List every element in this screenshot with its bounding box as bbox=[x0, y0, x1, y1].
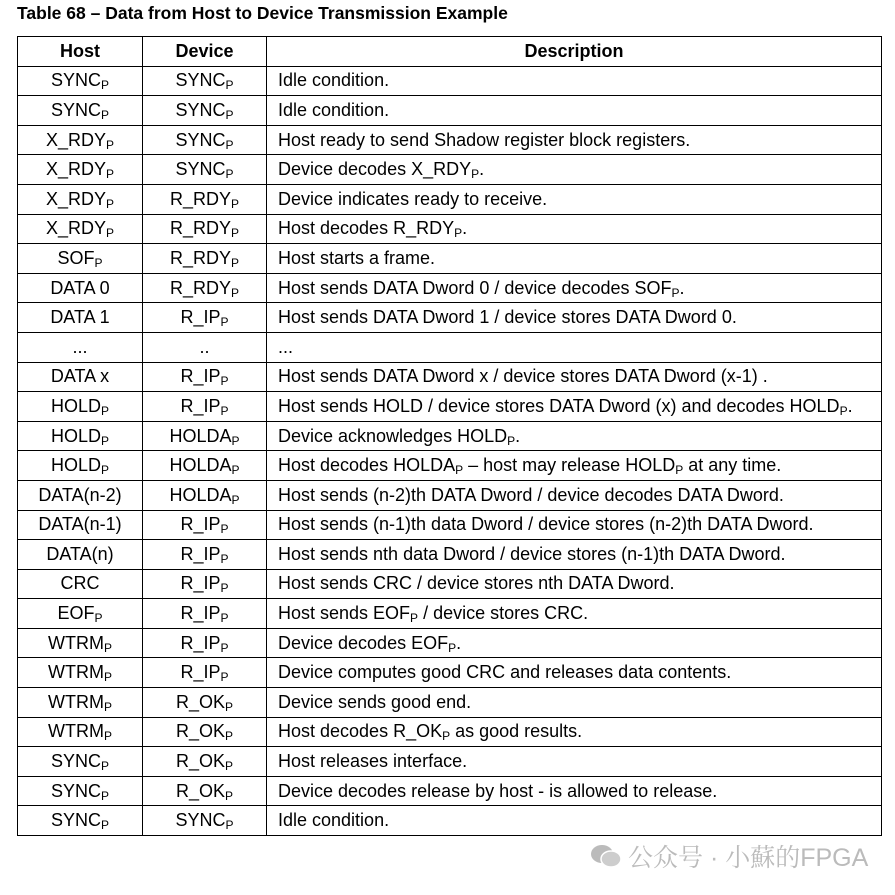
description-cell bbox=[267, 332, 882, 362]
subscript: P bbox=[101, 818, 110, 833]
description-cell bbox=[267, 480, 882, 510]
subscript: P bbox=[507, 433, 516, 448]
device-cell bbox=[143, 658, 267, 688]
cell-text: Device computes good CRC and releases data contents. bbox=[278, 662, 732, 683]
description-cell bbox=[267, 214, 882, 244]
host-cell bbox=[18, 421, 143, 451]
cell-text: DATA(n) bbox=[46, 543, 114, 564]
table-row bbox=[18, 451, 882, 481]
subscript: P bbox=[220, 640, 229, 655]
header-row bbox=[18, 37, 882, 67]
subscript: P bbox=[94, 255, 103, 270]
cell-text: WTRM bbox=[48, 691, 104, 712]
cell-text: HOLDA bbox=[169, 455, 232, 476]
host-cell bbox=[18, 392, 143, 422]
description-cell bbox=[267, 688, 882, 718]
cell-text: X_RDY bbox=[45, 129, 106, 150]
description-cell bbox=[267, 569, 882, 599]
cell-text: R_IP bbox=[180, 514, 221, 535]
subscript: P bbox=[454, 226, 463, 241]
cell-text: R_IP bbox=[180, 662, 221, 683]
subscript: P bbox=[220, 551, 229, 566]
host-cell bbox=[18, 628, 143, 658]
wechat-icon bbox=[590, 843, 622, 869]
device-cell bbox=[143, 244, 267, 274]
description-cell bbox=[267, 392, 882, 422]
table-row bbox=[18, 628, 882, 658]
cell-text: Host starts a frame. bbox=[278, 247, 436, 268]
cell-text: Idle condition. bbox=[278, 99, 390, 120]
cell-text: Device decodes release by host - is allowed to release. bbox=[278, 780, 718, 801]
transmission-table bbox=[17, 36, 882, 836]
cell-text: Host sends DATA Dword 0 / device decodes SOF bbox=[278, 277, 672, 298]
subscript: P bbox=[106, 196, 115, 211]
cell-text: HOLDA bbox=[169, 425, 232, 446]
cell-text: R_IP bbox=[180, 395, 221, 416]
device-cell bbox=[143, 540, 267, 570]
subscript: P bbox=[220, 403, 229, 418]
table-row bbox=[18, 125, 882, 155]
cell-text: Host decodes R_OK bbox=[278, 721, 443, 742]
subscript: P bbox=[106, 167, 115, 182]
cell-text: WTRM bbox=[48, 721, 104, 742]
header-description: Description bbox=[267, 37, 882, 67]
cell-text: Device acknowledges HOLD bbox=[278, 425, 508, 446]
host-cell bbox=[18, 658, 143, 688]
device-cell bbox=[143, 599, 267, 629]
table-row bbox=[18, 569, 882, 599]
subscript: P bbox=[101, 759, 110, 774]
host-cell bbox=[18, 96, 143, 126]
subscript: P bbox=[231, 433, 240, 448]
host-cell bbox=[18, 510, 143, 540]
subscript: P bbox=[220, 581, 229, 596]
description-cell bbox=[267, 184, 882, 214]
cell-text: R_IP bbox=[180, 603, 221, 624]
host-cell bbox=[18, 569, 143, 599]
watermark bbox=[590, 838, 868, 874]
host-cell bbox=[18, 776, 143, 806]
cell-text: X_RDY bbox=[45, 159, 106, 180]
device-cell bbox=[143, 569, 267, 599]
cell-text: Host sends EOF bbox=[278, 603, 411, 624]
cell-text: ... bbox=[72, 336, 88, 357]
subscript: P bbox=[231, 285, 240, 300]
device-cell bbox=[143, 273, 267, 303]
description-cell bbox=[267, 599, 882, 629]
device-cell bbox=[143, 776, 267, 806]
subscript: P bbox=[231, 492, 240, 507]
cell-text: SYNC bbox=[175, 810, 226, 831]
host-cell bbox=[18, 303, 143, 333]
description-cell bbox=[267, 451, 882, 481]
cell-text: Idle condition. bbox=[278, 810, 390, 831]
description-cell bbox=[267, 540, 882, 570]
cell-text: Host sends CRC / device stores nth DATA Dword. bbox=[278, 573, 675, 594]
subscript: P bbox=[675, 463, 684, 478]
host-cell bbox=[18, 155, 143, 185]
subscript: P bbox=[220, 374, 229, 389]
device-cell bbox=[143, 451, 267, 481]
description-cell bbox=[267, 125, 882, 155]
table-row bbox=[18, 214, 882, 244]
cell-text: . bbox=[847, 395, 853, 416]
host-cell bbox=[18, 214, 143, 244]
subscript: P bbox=[101, 403, 110, 418]
cell-text: WTRM bbox=[48, 662, 104, 683]
device-cell bbox=[143, 421, 267, 451]
subscript: P bbox=[106, 226, 115, 241]
table-row bbox=[18, 273, 882, 303]
cell-text: R_RDY bbox=[169, 218, 231, 239]
description-cell bbox=[267, 244, 882, 274]
subscript: P bbox=[103, 699, 112, 714]
watermark-text: 公众号 · 小蘇的FPGA bbox=[628, 844, 869, 872]
table-row bbox=[18, 717, 882, 747]
cell-text: HOLD bbox=[50, 425, 101, 446]
description-cell bbox=[267, 776, 882, 806]
subscript: P bbox=[225, 818, 234, 833]
table-row bbox=[18, 96, 882, 126]
description-cell bbox=[267, 658, 882, 688]
subscript: P bbox=[671, 285, 680, 300]
description-cell bbox=[267, 806, 882, 836]
table-row bbox=[18, 421, 882, 451]
table-row bbox=[18, 303, 882, 333]
cell-text: R_RDY bbox=[169, 188, 231, 209]
table-row bbox=[18, 332, 882, 362]
subscript: P bbox=[839, 403, 848, 418]
table-row bbox=[18, 776, 882, 806]
cell-text: Host sends (n-2)th DATA Dword / device decodes DATA Dword. bbox=[278, 484, 784, 505]
cell-text: EOF bbox=[57, 603, 95, 624]
cell-text: CRC bbox=[60, 573, 100, 594]
cell-text: as good results. bbox=[450, 721, 583, 742]
cell-text: Device indicates ready to receive. bbox=[278, 188, 548, 209]
cell-text: ... bbox=[278, 336, 294, 357]
table-row bbox=[18, 155, 882, 185]
cell-text: SYNC bbox=[175, 159, 226, 180]
subscript: P bbox=[225, 759, 234, 774]
cell-text: WTRM bbox=[48, 632, 104, 653]
description-cell bbox=[267, 96, 882, 126]
subscript: P bbox=[220, 611, 229, 626]
cell-text: Host sends HOLD / device stores DATA Dword (x) and decodes HOLD bbox=[278, 395, 840, 416]
table-row bbox=[18, 184, 882, 214]
cell-text: DATA x bbox=[50, 366, 110, 387]
table-row bbox=[18, 747, 882, 777]
host-cell bbox=[18, 244, 143, 274]
device-cell bbox=[143, 688, 267, 718]
cell-text: . bbox=[679, 277, 685, 298]
host-cell bbox=[18, 332, 143, 362]
cell-text: .. bbox=[199, 336, 210, 357]
cell-text: SYNC bbox=[175, 70, 226, 91]
cell-text: SYNC bbox=[50, 99, 101, 120]
cell-text: SOF bbox=[57, 247, 95, 268]
cell-text: R_OK bbox=[175, 751, 225, 772]
subscript: P bbox=[94, 611, 103, 626]
subscript: P bbox=[225, 137, 234, 152]
subscript: P bbox=[231, 255, 240, 270]
cell-text: . bbox=[479, 159, 485, 180]
description-cell bbox=[267, 510, 882, 540]
table-row bbox=[18, 362, 882, 392]
cell-text: – host may release HOLD bbox=[463, 455, 676, 476]
subscript: P bbox=[231, 196, 240, 211]
cell-text: . bbox=[515, 425, 521, 446]
table-row bbox=[18, 540, 882, 570]
subscript: P bbox=[220, 670, 229, 685]
cell-text: at any time. bbox=[683, 455, 782, 476]
cell-text: . bbox=[462, 218, 468, 239]
cell-text: X_RDY bbox=[45, 188, 106, 209]
cell-text: / device stores CRC. bbox=[418, 603, 589, 624]
cell-text: Host decodes R_RDY bbox=[278, 218, 455, 239]
host-cell bbox=[18, 451, 143, 481]
cell-text: SYNC bbox=[50, 780, 101, 801]
cell-text: HOLDA bbox=[169, 484, 232, 505]
description-cell bbox=[267, 421, 882, 451]
description-cell bbox=[267, 66, 882, 96]
device-cell bbox=[143, 303, 267, 333]
table-row bbox=[18, 658, 882, 688]
cell-text: R_RDY bbox=[169, 247, 231, 268]
host-cell bbox=[18, 599, 143, 629]
device-cell bbox=[143, 184, 267, 214]
cell-text: R_IP bbox=[180, 632, 221, 653]
subscript: P bbox=[220, 315, 229, 330]
cell-text: Device sends good end. bbox=[278, 691, 472, 712]
cell-text: HOLD bbox=[50, 395, 101, 416]
cell-text: R_IP bbox=[180, 543, 221, 564]
cell-text: Device decodes EOF bbox=[278, 632, 449, 653]
table-row bbox=[18, 599, 882, 629]
description-cell bbox=[267, 155, 882, 185]
host-cell bbox=[18, 540, 143, 570]
table-row bbox=[18, 392, 882, 422]
cell-text: DATA 1 bbox=[50, 307, 110, 328]
description-cell bbox=[267, 717, 882, 747]
device-cell bbox=[143, 510, 267, 540]
cell-text: R_OK bbox=[175, 721, 225, 742]
device-cell bbox=[143, 125, 267, 155]
cell-text: Host sends (n-1)th data Dword / device stores (n-2)th DATA Dword. bbox=[278, 514, 814, 535]
cell-text: SYNC bbox=[50, 751, 101, 772]
host-cell bbox=[18, 480, 143, 510]
header-device: Device bbox=[143, 37, 267, 67]
cell-text: R_RDY bbox=[169, 277, 231, 298]
subscript: P bbox=[101, 463, 110, 478]
subscript: P bbox=[103, 729, 112, 744]
cell-text: R_OK bbox=[175, 691, 225, 712]
cell-text: SYNC bbox=[50, 810, 101, 831]
host-cell bbox=[18, 362, 143, 392]
table-row bbox=[18, 244, 882, 274]
subscript: P bbox=[471, 167, 480, 182]
cell-text: SYNC bbox=[175, 99, 226, 120]
table-row bbox=[18, 510, 882, 540]
cell-text: Idle condition. bbox=[278, 70, 390, 91]
device-cell bbox=[143, 332, 267, 362]
cell-text: R_IP bbox=[180, 573, 221, 594]
subscript: P bbox=[442, 729, 451, 744]
device-cell bbox=[143, 155, 267, 185]
cell-text: Host sends DATA Dword 1 / device stores DATA Dword 0. bbox=[278, 307, 737, 328]
host-cell bbox=[18, 66, 143, 96]
host-cell bbox=[18, 184, 143, 214]
subscript: P bbox=[448, 640, 457, 655]
subscript: P bbox=[225, 107, 234, 122]
cell-text: SYNC bbox=[175, 129, 226, 150]
description-cell bbox=[267, 747, 882, 777]
table-row bbox=[18, 688, 882, 718]
subscript: P bbox=[101, 107, 110, 122]
description-cell bbox=[267, 303, 882, 333]
table-row bbox=[18, 480, 882, 510]
subscript: P bbox=[455, 463, 464, 478]
cell-text: DATA(n-1) bbox=[38, 514, 122, 535]
cell-text: X_RDY bbox=[45, 218, 106, 239]
subscript: P bbox=[106, 137, 115, 152]
subscript: P bbox=[101, 78, 110, 93]
cell-text: R_OK bbox=[175, 780, 225, 801]
subscript: P bbox=[225, 78, 234, 93]
subscript: P bbox=[103, 670, 112, 685]
subscript: P bbox=[225, 729, 234, 744]
subscript: P bbox=[410, 611, 419, 626]
subscript: P bbox=[225, 788, 234, 803]
description-cell bbox=[267, 273, 882, 303]
table-title: Table 68 – Data from Host to Device Transmission Example bbox=[17, 3, 508, 23]
cell-text: R_IP bbox=[180, 307, 221, 328]
cell-text: Device decodes X_RDY bbox=[278, 159, 472, 180]
subscript: P bbox=[231, 463, 240, 478]
cell-text: SYNC bbox=[50, 70, 101, 91]
cell-text: R_IP bbox=[180, 366, 221, 387]
subscript: P bbox=[103, 640, 112, 655]
device-cell bbox=[143, 392, 267, 422]
device-cell bbox=[143, 628, 267, 658]
cell-text: DATA(n-2) bbox=[38, 484, 122, 505]
cell-text: Host sends nth data Dword / device stores (n-1)th DATA Dword. bbox=[278, 543, 786, 564]
host-cell bbox=[18, 273, 143, 303]
table-row bbox=[18, 66, 882, 96]
cell-text: Host ready to send Shadow register block registers. bbox=[278, 129, 691, 150]
host-cell bbox=[18, 747, 143, 777]
header-host: Host bbox=[18, 37, 143, 67]
subscript: P bbox=[225, 699, 234, 714]
host-cell bbox=[18, 717, 143, 747]
subscript: P bbox=[231, 226, 240, 241]
table-row bbox=[18, 806, 882, 836]
host-cell bbox=[18, 806, 143, 836]
device-cell bbox=[143, 362, 267, 392]
description-cell bbox=[267, 628, 882, 658]
cell-text: DATA 0 bbox=[50, 277, 110, 298]
host-cell bbox=[18, 688, 143, 718]
cell-text: HOLD bbox=[50, 455, 101, 476]
device-cell bbox=[143, 96, 267, 126]
device-cell bbox=[143, 480, 267, 510]
device-cell bbox=[143, 747, 267, 777]
device-cell bbox=[143, 717, 267, 747]
cell-text: Host sends DATA Dword x / device stores DATA Dword (x-1) . bbox=[278, 366, 768, 387]
subscript: P bbox=[101, 788, 110, 803]
device-cell bbox=[143, 806, 267, 836]
subscript: P bbox=[225, 167, 234, 182]
cell-text: Host releases interface. bbox=[278, 751, 468, 772]
subscript: P bbox=[101, 433, 110, 448]
cell-text: Host decodes HOLDA bbox=[278, 455, 456, 476]
device-cell bbox=[143, 66, 267, 96]
cell-text: . bbox=[456, 632, 462, 653]
subscript: P bbox=[220, 522, 229, 537]
device-cell bbox=[143, 214, 267, 244]
host-cell bbox=[18, 125, 143, 155]
description-cell bbox=[267, 362, 882, 392]
